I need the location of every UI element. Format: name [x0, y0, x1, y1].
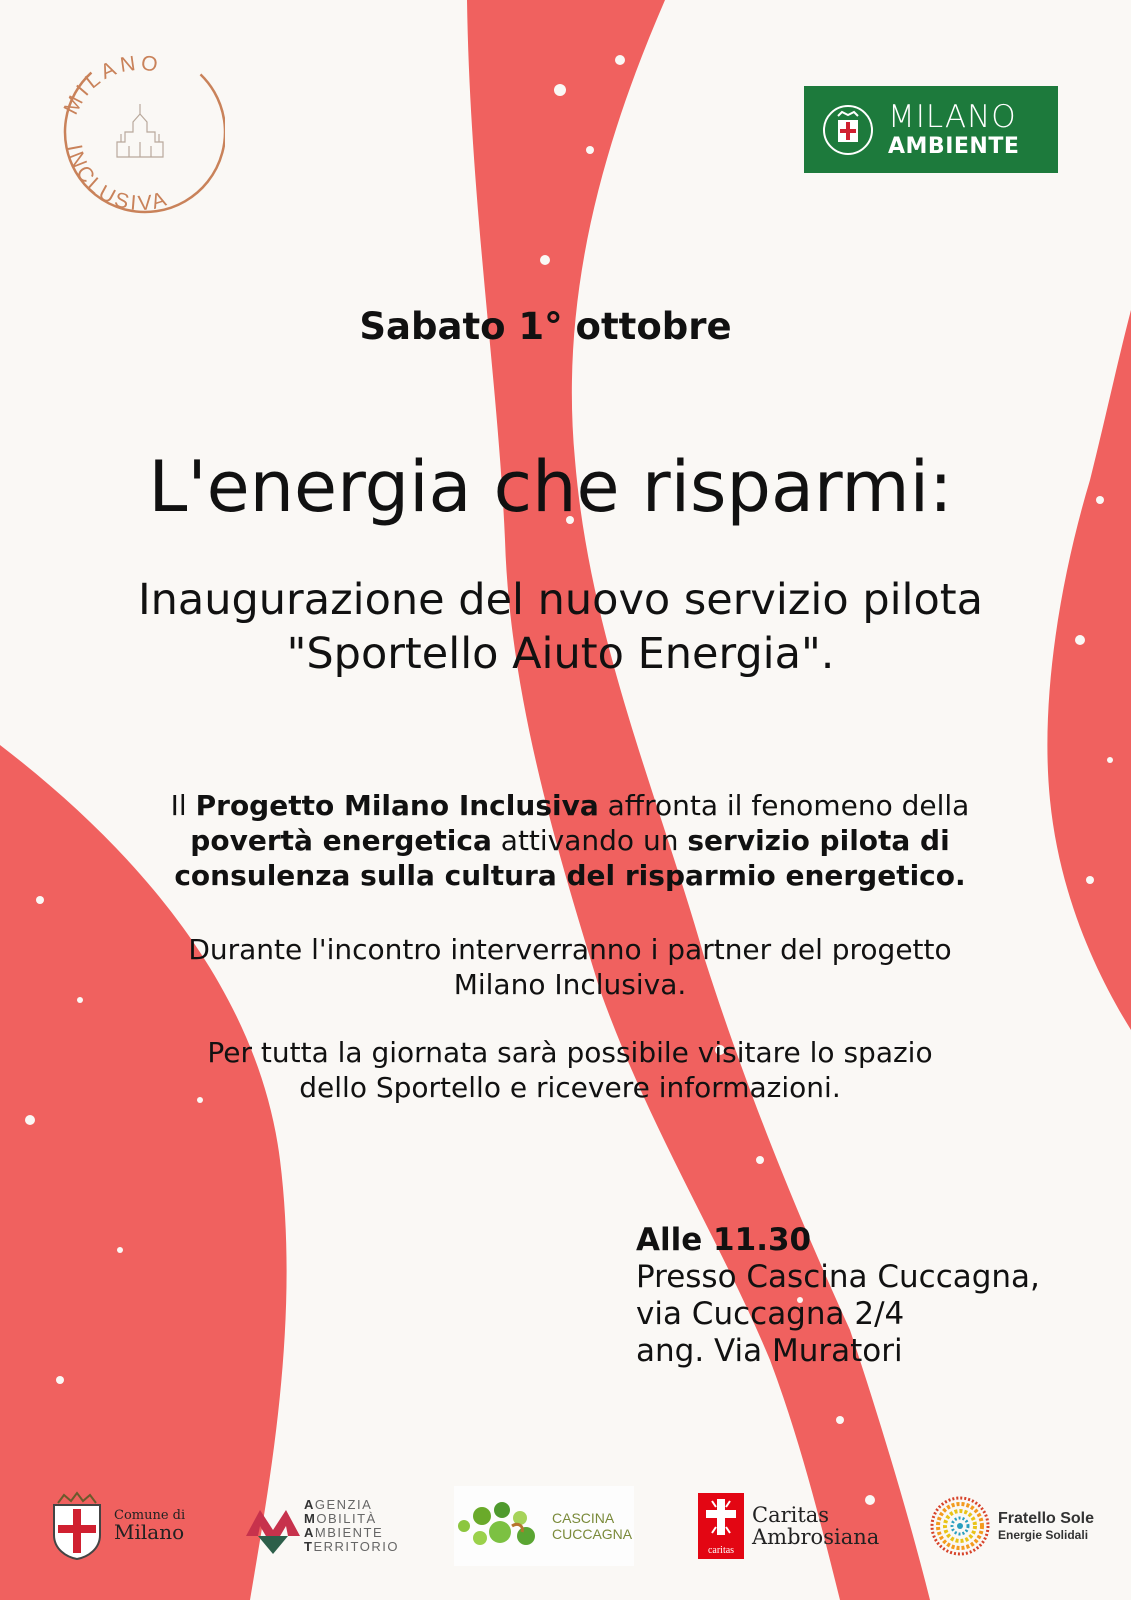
paragraph-project — [100, 788, 1040, 893]
sun-mandala-icon — [930, 1496, 990, 1556]
cascina-line1: CASCINA — [552, 1510, 615, 1526]
svg-text:MILANO — [59, 51, 163, 118]
event-location — [636, 1222, 1106, 1370]
p3-line1: Per tutta la giornata sarà possibile visitare lo spazio — [207, 1036, 933, 1069]
p2-line1: Durante l'incontro interverranno i partner del progetto — [188, 933, 952, 966]
logo-mi-top: MILANO — [59, 51, 164, 119]
location-line3: ang. Via Muratori — [636, 1333, 903, 1369]
p1-f: servizio pilota di — [687, 824, 950, 857]
location-line2: via Cuccagna 2/4 — [636, 1296, 905, 1332]
comune-crest-icon — [48, 1491, 106, 1561]
milano-crest-icon — [822, 104, 874, 156]
location-line1: Presso Cascina Cuccagna, — [636, 1259, 1040, 1295]
fratello-sole-logo — [930, 1486, 1110, 1566]
event-time: Alle 11.30 — [636, 1222, 812, 1258]
caritas-line1: Caritas — [752, 1502, 830, 1527]
p1-a: Il — [170, 789, 196, 822]
amat-i1: A — [304, 1497, 315, 1512]
p1-g: consulenza sulla cultura del risparmio energetico. — [174, 859, 966, 892]
amat-l1: GENZIA — [314, 1497, 373, 1512]
caritas-line2: Ambrosiana — [752, 1525, 880, 1549]
p1-b: Progetto Milano Inclusiva — [195, 789, 599, 822]
milano-inclusiva-logo — [55, 42, 225, 222]
comune-line1: Comune di — [114, 1507, 186, 1523]
amat-i2: M — [304, 1511, 317, 1526]
p2-line2: Milano Inclusiva. — [453, 968, 687, 1001]
amat-l4: ERRITORIO — [313, 1539, 399, 1554]
cascina-line2: CUCCAGNA — [552, 1526, 633, 1542]
logo-ma-line1: MILANO — [888, 98, 1017, 135]
subtitle-line1: Inaugurazione del nuovo servizio pilota — [137, 575, 984, 625]
paragraph-partners — [100, 932, 1040, 1002]
amat-i3: A — [304, 1525, 315, 1540]
subtitle-line2: "Sportello Aiuto Energia". — [286, 629, 835, 679]
p1-d: povertà energetica — [190, 824, 492, 857]
caritas-logo — [698, 1486, 878, 1566]
fratello-line1: Fratello Sole — [998, 1510, 1095, 1527]
logo-ma-line2: AMBIENTE — [888, 133, 1020, 159]
amat-l3: MBIENTE — [314, 1525, 384, 1540]
fratello-line2: Energie Solidali — [998, 1528, 1089, 1542]
duomo-icon — [117, 104, 163, 157]
cascina-cuccagna-logo — [454, 1486, 634, 1566]
milano-ambiente-logo — [804, 86, 1058, 173]
event-subtitle — [0, 573, 1126, 681]
paragraph-visit — [100, 1035, 1040, 1105]
caritas-cross-icon — [698, 1493, 744, 1541]
caritas-badge-text: caritas — [707, 1545, 735, 1556]
logo-mi-bottom: INCLUSIVA — [62, 142, 172, 216]
amat-mark-icon — [244, 1496, 302, 1556]
event-date: Sabato 1° ottobre — [359, 305, 732, 348]
cascina-dots-icon — [454, 1496, 546, 1556]
p1-e: attivando un — [491, 824, 688, 857]
comune-milano-logo — [48, 1486, 218, 1566]
amat-l2: OBILITÀ — [316, 1511, 377, 1526]
p1-c: affronta il fenomeno della — [598, 789, 970, 822]
event-title: L'energia che risparmi: — [148, 446, 953, 528]
p3-line2: dello Sportello e ricevere informazioni. — [299, 1071, 841, 1104]
caritas-badge — [698, 1493, 744, 1559]
amat-i4: T — [304, 1539, 314, 1554]
amat-logo — [244, 1486, 414, 1566]
comune-line2: Milano — [114, 1520, 185, 1545]
